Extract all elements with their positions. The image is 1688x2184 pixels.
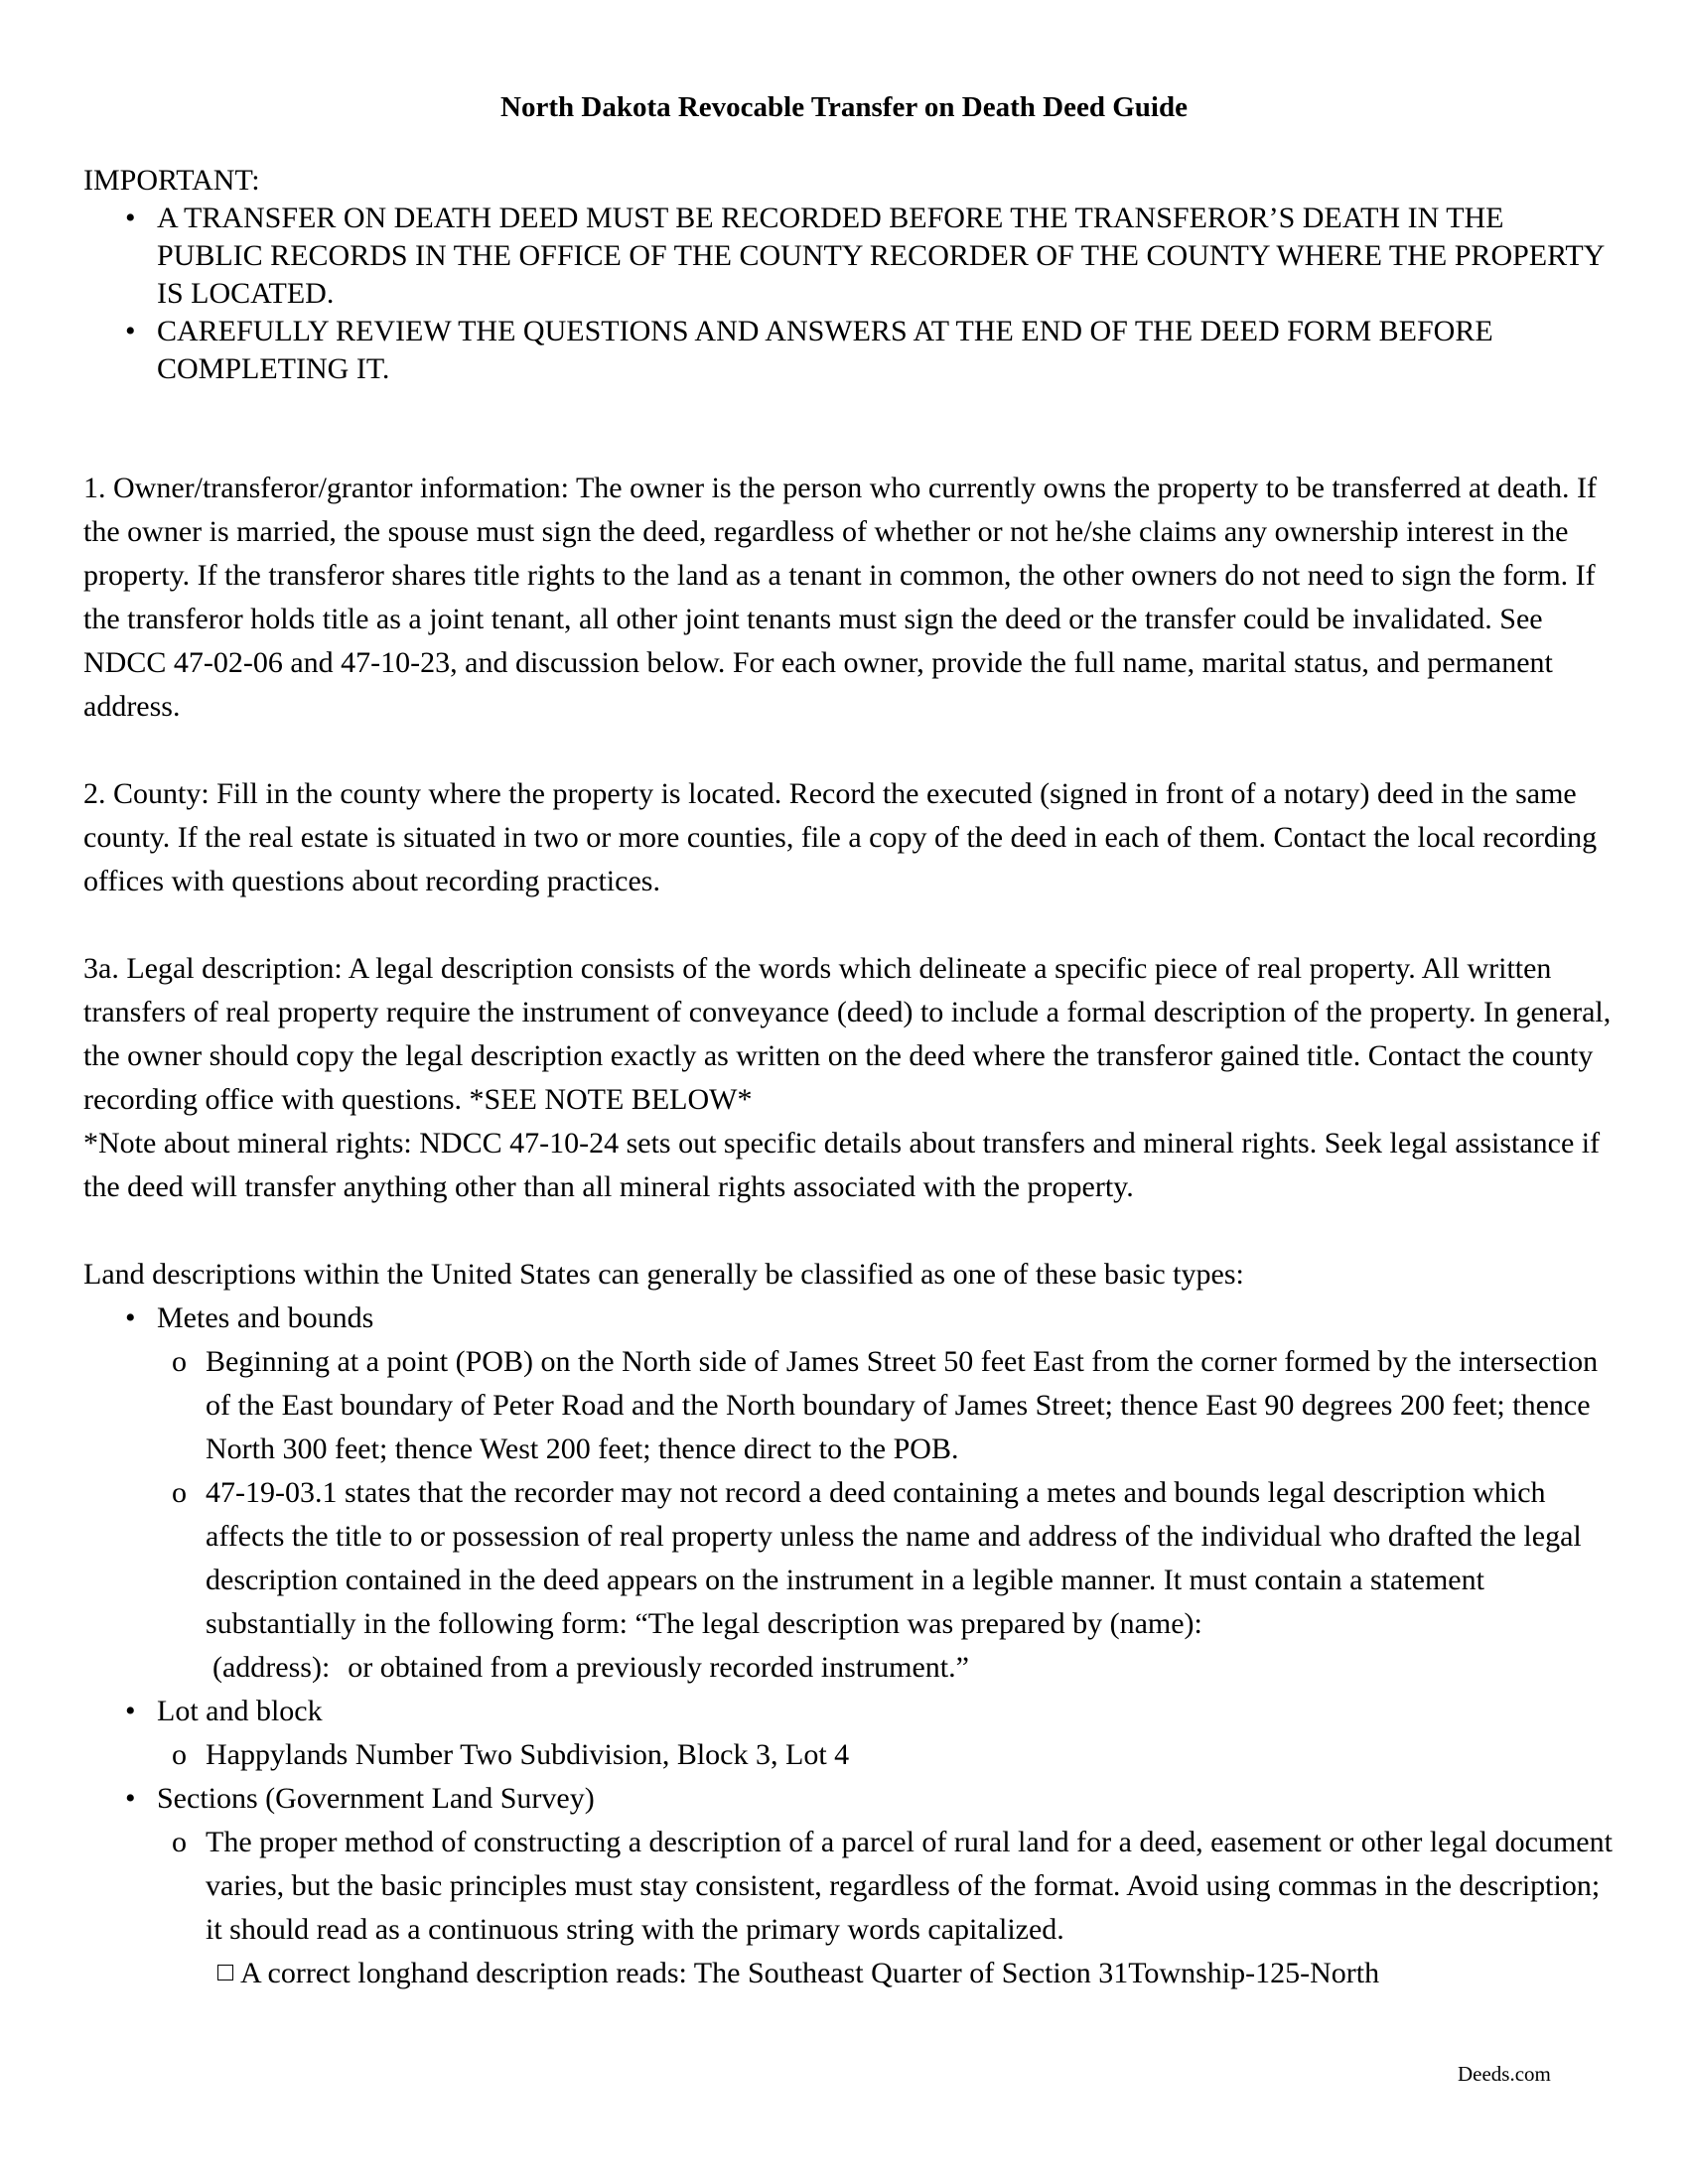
important-heading: IMPORTANT: [83,164,260,197]
square-bullet-icon [217,1965,233,1980]
land-type-label: Sections (Government Land Survey) [157,1782,595,1815]
important-item [83,313,1613,388]
sections-sublist [157,1821,1613,1995]
land-types-list [83,1297,1613,1995]
document-title: North Dakota Revocable Transfer on Death Deed Guide [500,91,1188,123]
sub-item [83,1733,1613,1777]
lot-sublist [157,1733,1613,1777]
circle-bullet-icon: o [172,1826,187,1858]
subsub-item [206,1952,1613,1995]
land-type-item [83,1777,1613,1995]
land-type-item [83,1297,1613,1690]
important-notice [83,162,1613,388]
bullet-icon: • [125,1695,136,1727]
sections-text: The proper method of constructing a description of a parcel of rural land for a deed, easement or other legal document varies, but the basic principles must stay consistent, regardless of the format. Avoid using commas in the description; it should read as a continuous string with the primary words capitalized. [206,1826,1613,1946]
circle-bullet-icon: o [172,1738,187,1771]
metes-example: Beginning at a point (POB) on the North side of James Street 50 feet East from the corner formed by the intersection of the East boundary of Peter Road and the North boundary of James Street; thence East 90 degrees 200 feet; thence North 300 feet; thence West 200 feet; thence direct to the POB. [206,1345,1599,1465]
sub-item [83,1821,1613,1995]
county-section: 2. County: Fill in the county where the property is located. Record the executed (signed in front of a notary) deed in the same county. If the real estate is situated in two or more counties, file a copy of the deed in each of them. Contact the local recording offices with questions about recording practices. [83,777,1598,897]
sub-item [83,1471,1613,1690]
bullet-icon: • [125,1301,136,1334]
bullet-icon: • [125,315,136,347]
metes-statute: 47-19-03.1 states that the recorder may not record a deed containing a metes and bounds legal description which affects the title to or possession of real property unless the name and address of the individual who drafted the legal description contained in the deed appears on the instrument in a legible manner. It must contain a statement substantially in the following form: “The legal description was prepared by (name): [206,1476,1582,1640]
address-line [206,1646,1613,1690]
land-type-item [83,1690,1613,1777]
important-list [83,200,1613,388]
lot-example: Happylands Number Two Subdivision, Block 3, Lot 4 [206,1738,850,1771]
sub-item [83,1340,1613,1471]
mineral-rights-note: *Note about mineral rights: NDCC 47-10-24 sets out specific details about transfers and mineral rights. Seek legal assistance if the deed will transfer anything other than all mineral rights associated with the property. [83,1127,1601,1203]
important-item-text: CAREFULLY REVIEW THE QUESTIONS AND ANSWERS AT THE END OF THE DEED FORM BEFORE COMPLETING IT. [157,315,1493,385]
owner-info-section: 1. Owner/transferor/grantor information: The owner is the person who currently owns the property to be transferred at death. If the owner is married, the spouse must sign the deed, regardless of whether or not he/she claims any ownership interest in the property. If the transferor shares title rights to the land as a tenant in common, the other owners do not need to sign the form. If the transferor holds title as a joint tenant, all other joint tenants must sign the deed or the transfer could be invalidated. See NDCC 47-02-06 and 47-10-23, and discussion below. For each owner, provide the full name, marital status, and permanent address. [83,472,1597,723]
bullet-icon: • [125,1782,136,1815]
legal-description-text: 3a. Legal description: A legal description consists of the words which delineate a specific piece of real property. All written transfers of real property require the instrument of conveyance (deed) to include a formal description of the property. In general, the owner should copy the legal description exactly as written on the deed where the transferor gained title. Contact the county recording office with questions. *SEE NOTE BELOW* [83,952,1612,1116]
address-rest: or obtained from a previously recorded instrument.” [348,1651,969,1684]
land-type-label: Metes and bounds [157,1301,374,1334]
bullet-icon: • [125,202,136,234]
legal-description-section [83,947,1613,1209]
land-type-label: Lot and block [157,1695,323,1727]
footer-brand: Deeds.com [1458,2062,1551,2086]
important-item-text: A TRANSFER ON DEATH DEED MUST BE RECORDED BEFORE THE TRANSFEROR’S DEATH IN THE PUBLIC RECORDS IN THE OFFICE OF THE COUNTY RECORDER OF THE COUNTY WHERE THE PROPERTY IS LOCATED. [157,202,1605,310]
circle-bullet-icon: o [172,1345,187,1378]
address-label: (address): [212,1651,331,1684]
sections-subsublist [206,1952,1613,1995]
land-descriptions-section [83,1253,1613,1995]
important-item [83,200,1613,313]
longhand-example: A correct longhand description reads: The Southeast Quarter of Section 31Township-125-North [240,1957,1380,1989]
metes-sublist [157,1340,1613,1690]
circle-bullet-icon: o [172,1476,187,1509]
land-intro: Land descriptions within the United States can generally be classified as one of these basic types: [83,1258,1244,1291]
